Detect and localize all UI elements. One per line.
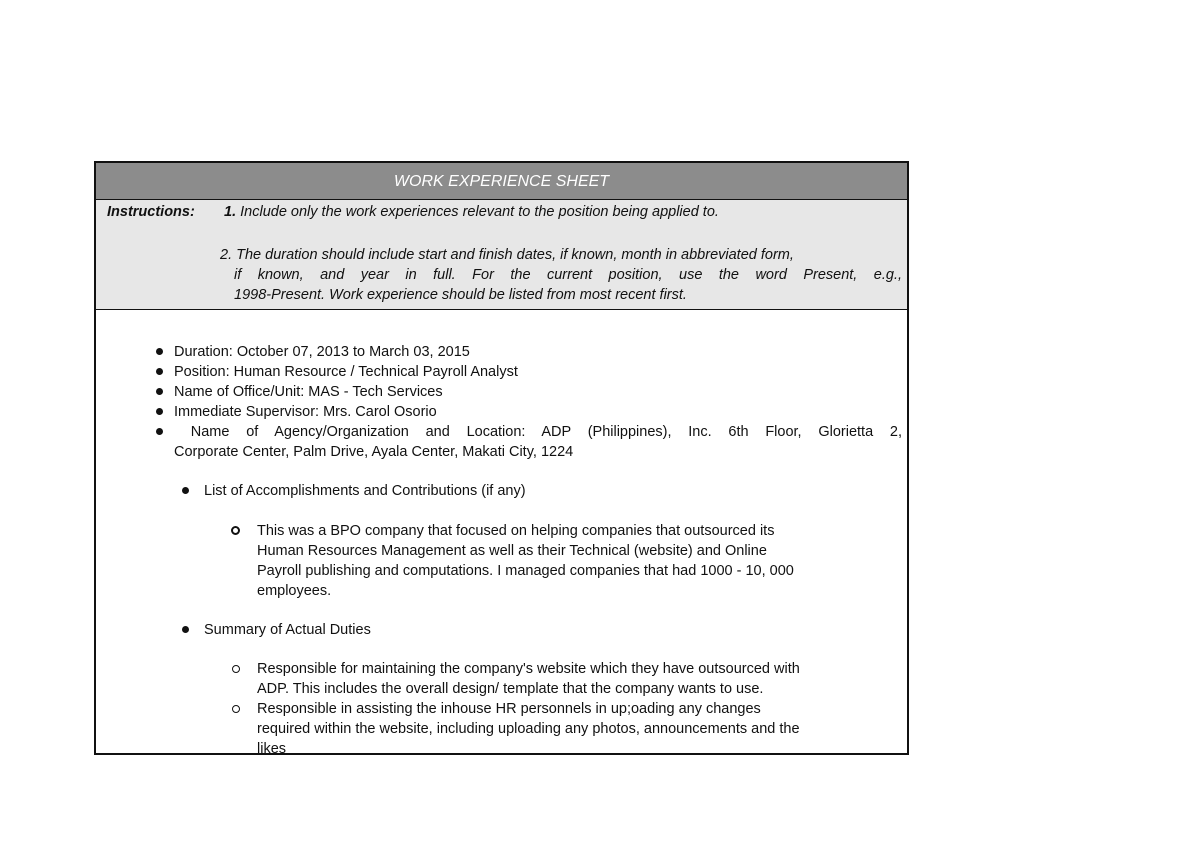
duty-1-line-1: Responsible for maintaining the company's website which they have outsourced with <box>257 661 800 677</box>
bullet-icon <box>182 487 189 494</box>
duty-2-line-1: Responsible in assisting the inhouse HR personnels in up;oading any changes <box>257 701 761 717</box>
accomplishment-1-line-4: employees. <box>257 583 332 599</box>
bullet-icon <box>156 388 163 395</box>
instruction-2-line-2: if known, and year in full. For the current position, use the word Present, e.g., <box>234 267 902 283</box>
instruction-1-number: 1. <box>224 204 237 220</box>
instruction-1-text: Include only the work experiences relevant to the position being applied to. <box>240 204 719 220</box>
instructions-section <box>96 200 907 310</box>
duty-2 <box>257 699 901 755</box>
position-text: Position: Human Resource / Technical Payroll Analyst <box>174 364 518 380</box>
hollow-bullet-icon <box>232 705 240 713</box>
hollow-bullet-icon <box>231 526 240 535</box>
agency-text <box>174 422 902 462</box>
bullet-icon <box>156 348 163 355</box>
accomplishment-1 <box>257 521 901 601</box>
work-experience-sheet: WORK EXPERIENCE SHEET Instructions: 1. Include only the work experiences relevant to the position being applied to. 2. The duration should include start and finish dates, if known, month in abbreviated form, if known, and year in full. For the current position, use the word Present, e.g., 1998-Present. Work experience should be listed from most recent first. Duration: October 07, 2013 to March 03, 2015 Position: Human Resource / Technical Payroll Analyst Name of Office/Unit: MAS - Tech Services Immediate Supervisor: Mrs. Carol Osorio Name of Agency/Organization and Location: ADP (Philippines), Inc. 6th Floor, Glorietta 2, Corporate Center, Palm Drive, Ayala Center, Makati City, 1224 List of Accomplishments and Contributions (if any) This was a BPO company that focused on helping companies that outsourced its Human Resources Management as well as their Technical (website) and Online Payroll publishing and computations. I managed companies that had 1000 - 10, 000 employees. Summary of Actual Duties Responsible for maintaining the company's website which they have outsourced with ADP. This includes the overall design/ template that the company wants to use. Responsible in assisting the inhouse HR personnels in up;oading any changes required within the website, including uploading any photos, announcements and the likes <box>94 161 909 755</box>
agency-line-2: Corporate Center, Palm Drive, Ayala Center, Makati City, 1224 <box>174 444 574 460</box>
instructions-label: Instructions: <box>107 204 195 220</box>
duration-text: Duration: October 07, 2013 to March 03, 2015 <box>174 344 470 360</box>
accomplishment-1-line-1: This was a BPO company that focused on helping companies that outsourced its <box>257 523 775 539</box>
instruction-2-line-1: 2. The duration should include start and finish dates, if known, month in abbreviated form, <box>220 247 794 263</box>
duty-1-line-2: ADP. This includes the overall design/ template that the company wants to use. <box>257 681 764 697</box>
agency-line-1: Name of Agency/Organization and Location: ADP (Philippines), Inc. 6th Floor, Glorietta 2, <box>174 424 902 440</box>
duty-1 <box>257 659 901 699</box>
bullet-icon <box>156 368 163 375</box>
instruction-2-line-3: 1998-Present. Work experience should be listed from most recent first. <box>234 287 687 303</box>
bullet-icon <box>156 428 163 435</box>
instruction-item-1 <box>224 204 719 220</box>
bullet-icon <box>182 626 189 633</box>
bullet-icon <box>156 408 163 415</box>
duty-2-line-3: likes <box>257 741 287 755</box>
sheet-title: WORK EXPERIENCE SHEET <box>96 163 907 200</box>
hollow-bullet-icon <box>232 665 240 673</box>
accomplishment-1-line-3: Payroll publishing and computations. I managed companies that had 1000 - 10, 000 <box>257 563 794 579</box>
duty-2-line-2: required within the website, including uploading any photos, announcements and the <box>257 721 800 737</box>
office-text: Name of Office/Unit: MAS - Tech Services <box>174 384 443 400</box>
instruction-item-2 <box>220 245 902 305</box>
accomplishment-1-line-2: Human Resources Management as well as their Technical (website) and Online <box>257 543 767 559</box>
supervisor-text: Immediate Supervisor: Mrs. Carol Osorio <box>174 404 437 420</box>
